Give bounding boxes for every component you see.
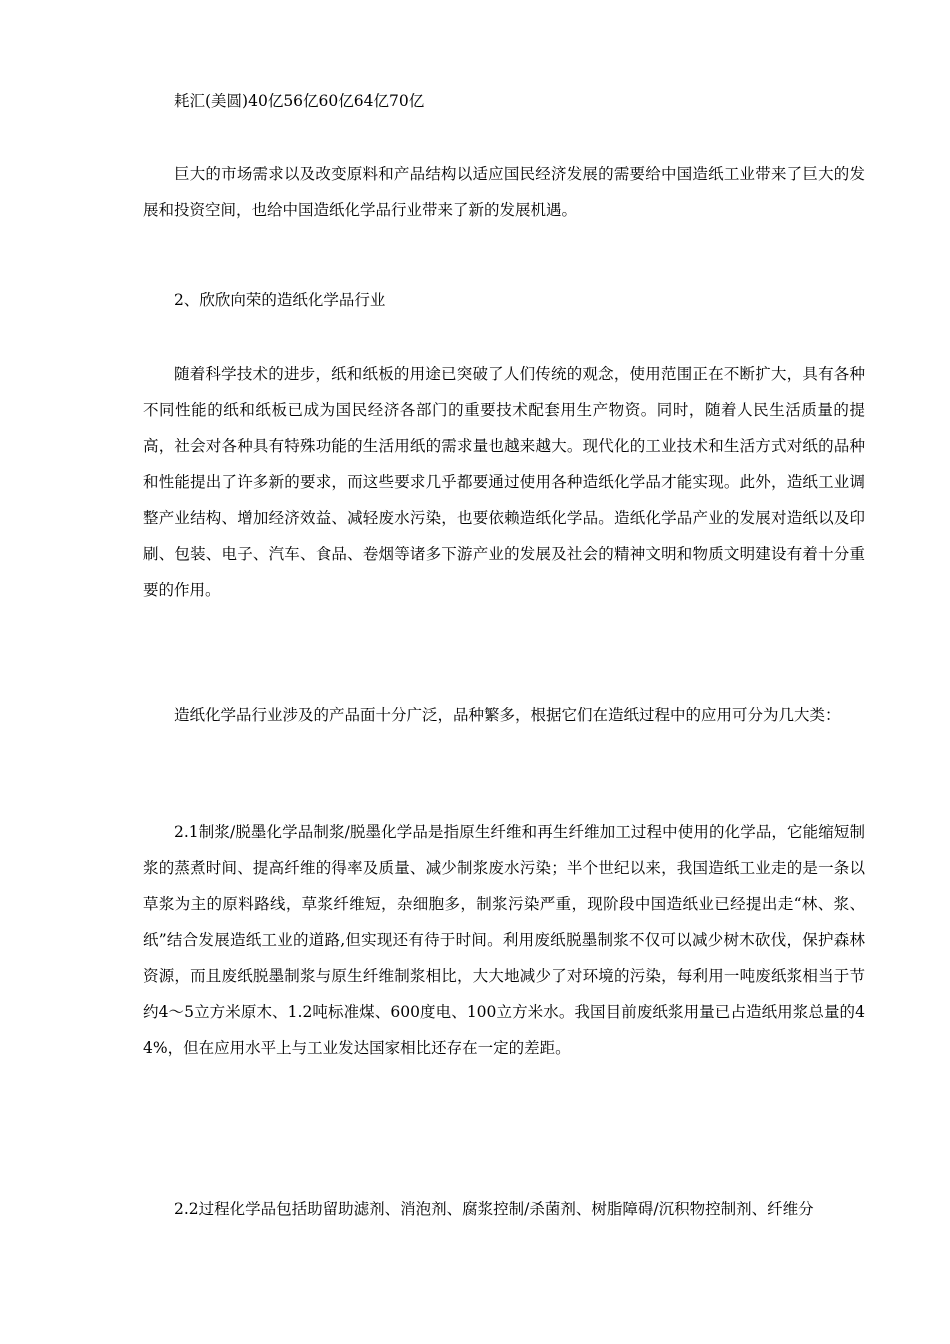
paragraph-consumption-figures: 耗汇(美圆)40亿56亿60亿64亿70亿 — [174, 92, 425, 110]
paragraph-process-chemicals: 2.2过程化学品包括助留助滤剂、消泡剂、腐浆控制/杀菌剂、树脂障碍/沉积物控制剂、纤维分 — [174, 1200, 814, 1218]
paragraph-pulping-chemicals: 2.1制浆/脱墨化学品制浆/脱墨化学品是指原生纤维和再生纤维加工过程中使用的化学品，它能缩短制浆的蒸煮时间、提高纤维的得率及质量、减少制浆废水污染；半个世纪以来，我国造纸工业走的是一条以草浆为主的原料路线，草浆纤维短，杂细胞多，制浆污染严重，现阶段中国造纸业已经提出走“林、浆、纸”结合发展造纸工业的道路,但实现还有待于时间。利用废纸脱墨制浆不仅可以减少树木砍伐，保护森林资源，而且废纸脱墨制浆与原生纤维制浆相比，大大地减少了对环境的污染，每利用一吨废纸浆相当于节约4～5立方米原木、1.2吨标准煤、600度电、100立方米水。我国目前废纸浆用量已占造纸用浆总量的44%，但在应用水平上与工业发达国家相比还存在一定的差距。 — [143, 823, 865, 1057]
paragraph-categories-intro: 造纸化学品行业涉及的产品面十分广泛，品种繁多，根据它们在造纸过程中的应用可分为几大类： — [174, 706, 841, 724]
section-heading-2: 2、欣欣向荣的造纸化学品行业 — [174, 291, 386, 309]
paragraph-tech-progress: 随着科学技术的进步，纸和纸板的用途已突破了人们传统的观念，使用范围正在不断扩大，具有各种不同性能的纸和纸板已成为国民经济各部门的重要技术配套用生产物资。同时，随着人民生活质量的提高，社会对各种具有特殊功能的生活用纸的需求量也越来越大。现代化的工业技术和生活方式对纸的品种和性能提出了许多新的要求，而这些要求几乎都要通过使用各种造纸化学品才能实现。此外，造纸工业调整产业结构、增加经济效益、减轻废水污染，也要依赖造纸化学品。造纸化学品产业的发展对造纸以及印刷、包装、电子、汽车、食品、卷烟等诸多下游产业的发展及社会的精神文明和物质文明建设有着十分重要的作用。 — [143, 365, 865, 599]
paragraph-market-demand: 巨大的市场需求以及改变原料和产品结构以适应国民经济发展的需要给中国造纸工业带来了巨大的发展和投资空间，也给中国造纸化学品行业带来了新的发展机遇。 — [143, 165, 865, 219]
